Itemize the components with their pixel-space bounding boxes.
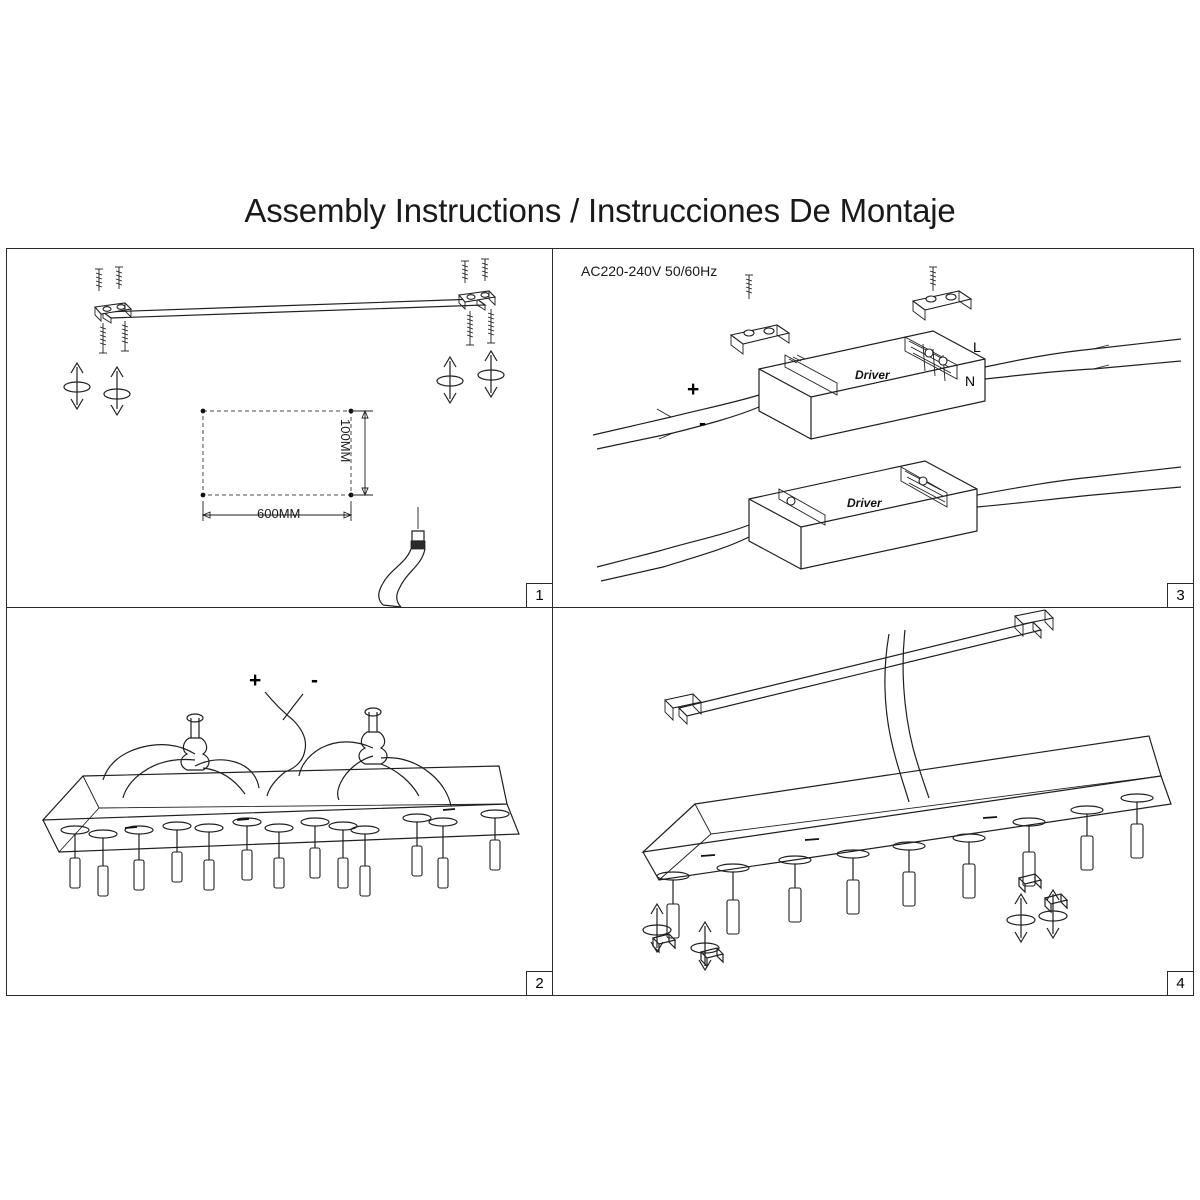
panel-1-mounting-bracket xyxy=(6,248,553,608)
minus-sign-panel2: - xyxy=(311,669,318,692)
driver-label-top: Driver xyxy=(855,368,890,382)
live-wire-label: L xyxy=(973,339,981,355)
plus-sign-panel2: + xyxy=(249,669,262,692)
panel-number-2: 2 xyxy=(526,971,552,995)
dimension-100mm: 100MM xyxy=(338,419,353,463)
instruction-grid xyxy=(6,248,1194,996)
page-title: Assembly Instructions / Instrucciones De Montaje xyxy=(244,192,956,229)
panel-4-drawing xyxy=(553,608,1194,996)
panel-2-wiring-pendants xyxy=(6,607,553,996)
panel-4-fixture-installation xyxy=(552,607,1194,996)
plus-sign-panel3: + xyxy=(687,378,700,401)
panel-3-drawing xyxy=(553,249,1194,608)
voltage-label: AC220-240V 50/60Hz xyxy=(581,263,718,279)
dimension-600mm: 600MM xyxy=(257,506,301,521)
panel-1-drawing xyxy=(7,249,553,608)
minus-sign-panel3: - xyxy=(699,412,706,435)
panel-2-drawing xyxy=(7,608,553,996)
driver-label-bottom: Driver xyxy=(847,496,882,510)
panel-number-3: 3 xyxy=(1167,583,1193,607)
panel-3-driver-connection xyxy=(552,248,1194,608)
neutral-wire-label: N xyxy=(965,373,976,389)
panel-number-1: 1 xyxy=(526,583,552,607)
panel-number-4: 4 xyxy=(1167,971,1193,995)
